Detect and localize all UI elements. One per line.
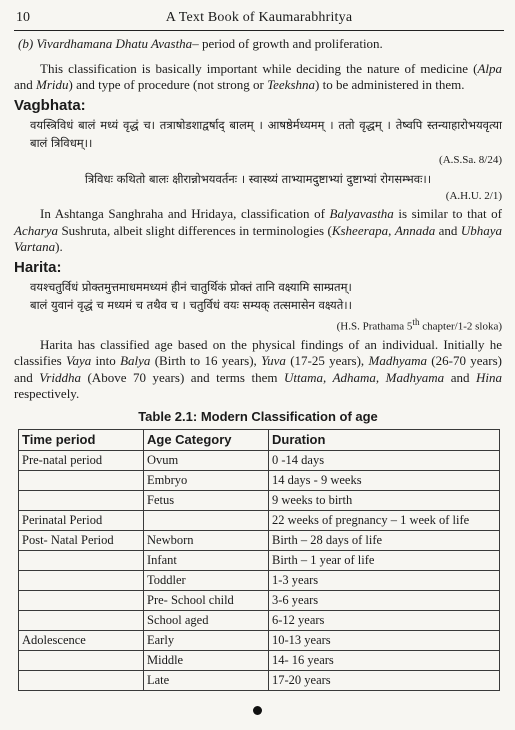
book-title: A Text Book of Kaumarabhritya <box>165 10 353 25</box>
reference-hs <box>14 315 502 334</box>
running-header <box>14 10 504 31</box>
text: and <box>14 77 37 92</box>
cell-time-period <box>19 671 144 691</box>
cell-age-category: Ovum <box>144 451 269 471</box>
text: (H.S. Prathama 5 <box>336 320 413 333</box>
cell-time-period <box>19 571 144 591</box>
column-header-duration: Duration <box>269 430 500 451</box>
term-ubhaya-vartana: Ubhaya Vartana <box>14 222 503 254</box>
text: ) and type of procedure (not strong or <box>68 77 268 92</box>
heading-vagbhata: Vagbhata: <box>14 96 86 114</box>
cell-duration: 0 -14 days <box>269 451 500 471</box>
cell-duration: 6-12 years <box>269 611 500 631</box>
cell-age-category: School aged <box>144 611 269 631</box>
text: ). <box>55 239 63 254</box>
cell-age-category: Embryo <box>144 471 269 491</box>
term-ksheerapa: Ksheerapa <box>331 222 389 238</box>
table-row <box>19 631 500 651</box>
item-label: (b) <box>18 36 37 51</box>
text: into <box>91 353 121 369</box>
sanskrit-shloka-vagbhata-2: त्रिविधः कथितो बालः क्षीरान्नोभयवर्तनः । स्वास्थ्यं ताभ्यामदुष्टाभ्यां दुष्टाभ्यां रोगसम्भवः।। <box>84 172 432 186</box>
paragraph-harita-classification <box>14 337 502 403</box>
term-mridu: Mridu <box>36 77 69 92</box>
text: – period of growth and proliferation. <box>192 36 383 51</box>
paragraph-classification-importance <box>14 61 502 94</box>
table-row <box>19 491 500 511</box>
term-vivardhamana: Vivardhamana Dhatu Avastha <box>36 36 193 51</box>
sanskrit-shloka-harita-line-1: वयश्चतुर्विधं प्रोक्तमुत्तमाधममध्यमं हीनं चातुर्थिकं प्रोक्तं तानि वक्ष्यामि साम्प्रतम्। <box>30 280 352 294</box>
column-header-time-period: Time period <box>19 430 144 451</box>
cell-duration: 1-3 years <box>269 571 500 591</box>
term-alpa: Alpa <box>477 60 502 76</box>
table-row <box>19 611 500 631</box>
table-caption: Table 2.1: Modern Classification of age <box>138 408 378 424</box>
sanskrit-shloka-vagbhata-1: वयस्त्रिविधं बालं मध्यं वृद्धं च। तत्राषोडशाद्वर्षाद् बालम् । आषष्ठेर्मध्यमम् । ततो वृद्धम् । तेष्वपि स्तन्याहारोभयवृत्या बालं त्रिविधम्।। <box>30 118 502 150</box>
cell-time-period <box>19 551 144 571</box>
table-row <box>19 591 500 611</box>
text: and <box>444 369 476 385</box>
cell-time-period: Perinatal Period <box>19 511 144 531</box>
text: chapter/1-2 sloka) <box>419 320 502 333</box>
text: (17-25 years), <box>285 353 369 369</box>
cell-duration: 14 days - 9 weeks <box>269 471 500 491</box>
cell-age-category: Newborn <box>144 531 269 551</box>
bullet-dot-marker <box>253 706 262 715</box>
superscript: th <box>412 317 420 327</box>
cell-age-category: Pre- School child <box>144 591 269 611</box>
cell-time-period: Pre-natal period <box>19 451 144 471</box>
reference-ahu: (A.H.U. 2/1) <box>445 190 502 202</box>
cell-time-period: Adolescence <box>19 631 144 651</box>
cell-duration: Birth – 1 year of life <box>269 551 500 571</box>
cell-duration: 17-20 years <box>269 671 500 691</box>
heading-harita: Harita: <box>14 258 62 276</box>
text: , <box>388 222 395 238</box>
term-balyavastha: Balyavastha <box>329 206 394 221</box>
text: This classification is basically important while deciding the nature of medicine ( <box>40 60 478 76</box>
term-balya: Balya <box>120 353 151 369</box>
cell-age-category: Middle <box>144 651 269 671</box>
text: Harita has classified age based on the physical findings of an individual. Initially he classifies <box>14 336 502 369</box>
table-header-row <box>19 430 500 451</box>
text: is similar to that of <box>393 206 502 221</box>
text: and <box>435 222 461 238</box>
text: (Above 70 years) and terms them <box>80 369 285 385</box>
text: respectively. <box>14 386 80 402</box>
text: ) to be administered in them. <box>315 77 465 92</box>
cell-time-period <box>19 651 144 671</box>
cell-time-period <box>19 611 144 631</box>
table-row <box>19 571 500 591</box>
term-yuva: Yuva <box>261 353 286 369</box>
text: (26-70 years) and <box>14 353 503 385</box>
cell-duration: 22 weeks of pregnancy – 1 week of life <box>269 511 500 531</box>
term-vaya: Vaya <box>65 353 92 369</box>
cell-age-category <box>144 511 269 531</box>
term-teekshna: Teekshna <box>267 77 315 92</box>
reference-ass: (A.S.Sa. 8/24) <box>439 154 502 166</box>
cell-age-category: Early <box>144 631 269 651</box>
text: In Ashtanga Sanghraha and Hridaya, classification of <box>40 206 330 221</box>
text: Sushruta, albeit slight differences in terminologies ( <box>58 222 332 238</box>
cell-age-category: Late <box>144 671 269 691</box>
term-annada: Annada <box>394 222 436 238</box>
table-row <box>19 471 500 491</box>
age-classification-table <box>18 429 500 691</box>
cell-duration: 9 weeks to birth <box>269 491 500 511</box>
paragraph-ashtanga <box>14 206 502 256</box>
table-row <box>19 671 500 691</box>
cell-time-period <box>19 491 144 511</box>
sanskrit-shloka-harita-line-2: बालं युवानं वृद्धं च मध्यमं च तथैव च । चतुर्विधं वयः सम्यक् तत्समासेन वक्ष्यते।। <box>30 298 352 312</box>
cell-duration: 10-13 years <box>269 631 500 651</box>
table-row <box>19 511 500 531</box>
table-row <box>19 651 500 671</box>
cell-duration: Birth – 28 days of life <box>269 531 500 551</box>
table-row <box>19 451 500 471</box>
cell-time-period <box>19 591 144 611</box>
column-header-age-category: Age Category <box>144 430 269 451</box>
cell-duration: 14- 16 years <box>269 651 500 671</box>
table-row <box>19 551 500 571</box>
page-number: 10 <box>16 10 30 25</box>
page-content <box>14 36 502 691</box>
term-vriddha: Vriddha <box>39 369 81 385</box>
cell-time-period: Post- Natal Period <box>19 531 144 551</box>
term-madhyama: Madhyama <box>368 353 427 369</box>
table-row <box>19 531 500 551</box>
cell-age-category: Infant <box>144 551 269 571</box>
term-acharya: Acharya <box>14 222 59 238</box>
paragraph-growth-period <box>14 36 502 53</box>
cell-age-category: Fetus <box>144 491 269 511</box>
term-hina: Hina <box>476 369 502 385</box>
cell-age-category: Toddler <box>144 571 269 591</box>
text: (Birth to 16 years), <box>150 353 262 369</box>
cell-time-period <box>19 471 144 491</box>
cell-duration: 3-6 years <box>269 591 500 611</box>
term-uttama-adhama-madhyama: Uttama, Adhama, Madhyama <box>284 369 445 385</box>
